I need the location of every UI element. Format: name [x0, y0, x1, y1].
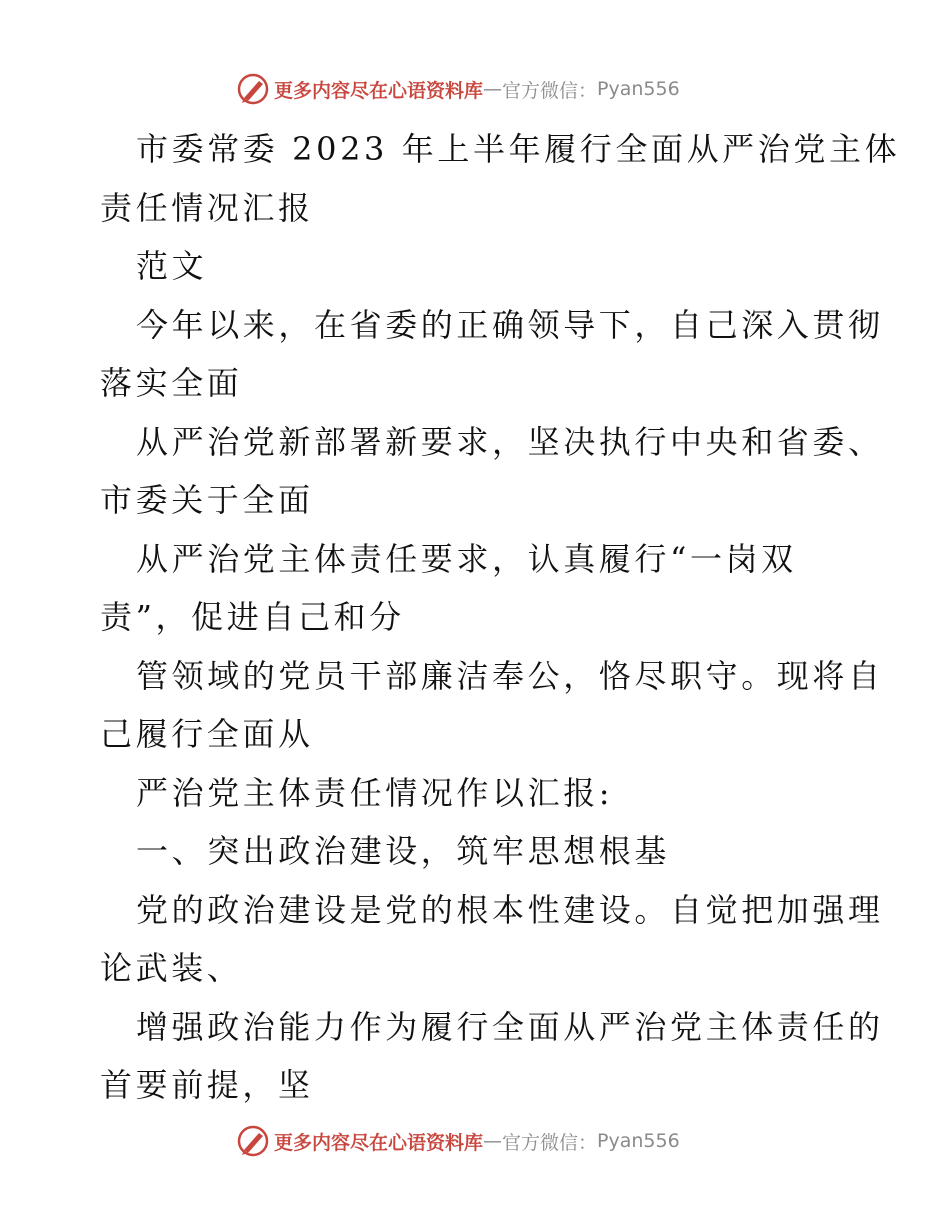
text-line: 市委关于全面: [100, 481, 314, 519]
text-line: 落实全面: [100, 364, 243, 402]
text-line: 今年以来，在省委的正确领导下，自己深入贯彻: [136, 305, 884, 344]
text-line: 己履行全面从: [100, 715, 314, 753]
text-line: 增强政治能力作为履行全面从严治党主体责任的: [136, 1007, 884, 1046]
text-line: 首要前提，坚: [100, 1066, 314, 1104]
text-line: 市委常委 2023 年上半年履行全面从严治党主体: [136, 130, 901, 168]
watermark-wechat-id: Pyan556: [597, 1130, 680, 1152]
footer-watermark: [236, 1124, 680, 1158]
watermark-brand: 更多内容尽在心语资料库: [274, 1131, 484, 1154]
watermark-official: 官方微信：: [502, 79, 598, 102]
header-watermark: [236, 72, 680, 106]
text-line: 从严治党主体责任要求，认真履行“一岗双: [136, 539, 797, 578]
watermark-separator: —: [483, 1130, 503, 1152]
text-line: 责”，促进自己和分: [100, 598, 405, 636]
text-line: 管领域的党员干部廉洁奉公，恪尽职守。现将自: [136, 656, 884, 695]
pen-logo-icon: [236, 1124, 270, 1158]
watermark-wechat-id: Pyan556: [597, 78, 680, 100]
text-line: 责任情况汇报: [100, 188, 314, 227]
text-line: 党的政治建设是党的根本性建设。自觉把加强理: [136, 890, 884, 929]
pen-logo-icon: [236, 72, 270, 106]
text-line: 严治党主体责任情况作以汇报:: [136, 773, 614, 812]
text-line: 范文: [136, 247, 208, 285]
text-line: 一、突出政治建设，筑牢思想根基: [136, 832, 671, 870]
watermark-brand: 更多内容尽在心语资料库: [274, 79, 484, 102]
document-body: [100, 120, 901, 1115]
text-line: 论武装、: [100, 949, 243, 987]
watermark-separator: —: [483, 78, 503, 100]
text-line: 从严治党新部署新要求，坚决执行中央和省委、: [136, 422, 884, 461]
watermark-official: 官方微信：: [502, 1131, 598, 1154]
